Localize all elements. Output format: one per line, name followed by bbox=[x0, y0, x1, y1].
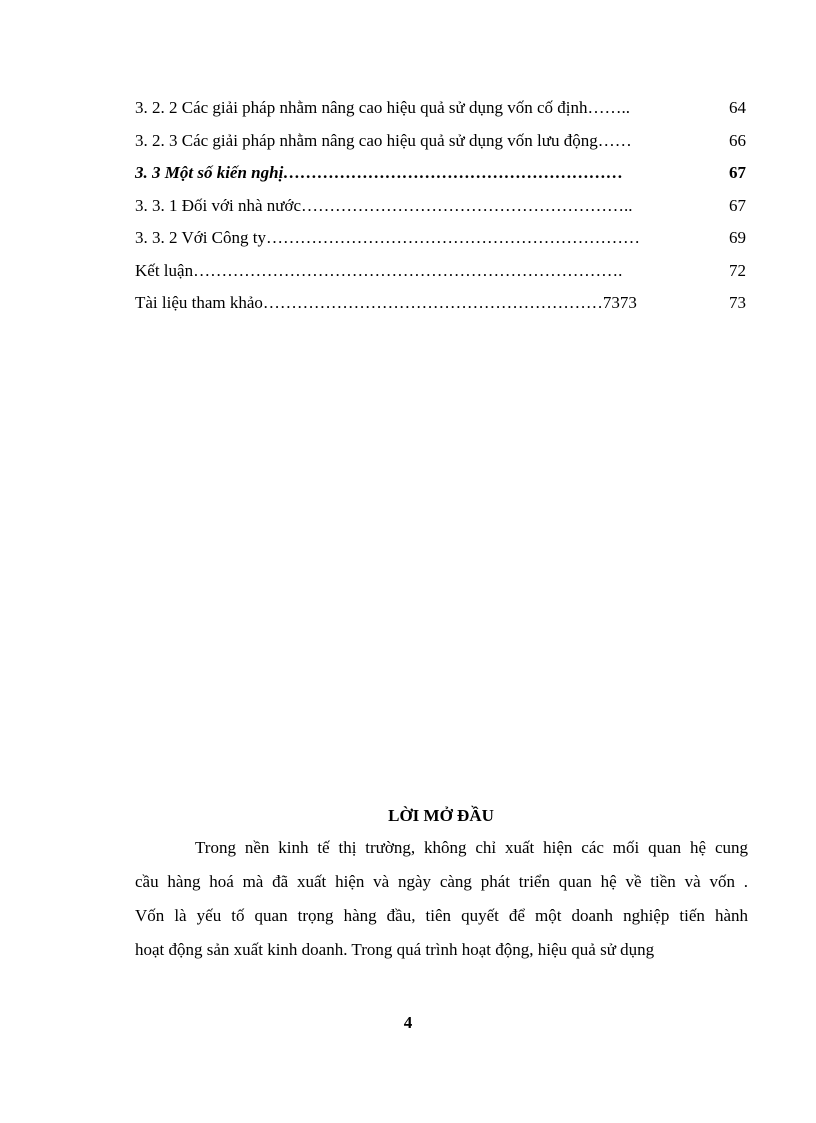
toc-entry-title: Tài liệu tham khảo……………………………………………………7373 bbox=[135, 293, 637, 312]
paragraph-line: Vốn là yếu tố quan trọng hàng đầu, tiên quyết để một doanh nghiệp tiến hành bbox=[135, 906, 748, 925]
introduction-paragraph bbox=[135, 835, 748, 971]
table-of-contents bbox=[135, 94, 747, 322]
toc-entry-section-heading bbox=[135, 159, 747, 192]
paragraph-line: Trong nền kinh tế thị trường, không chỉ xuất hiện các mối quan hệ cung bbox=[195, 838, 748, 857]
toc-entry bbox=[135, 127, 747, 160]
toc-entry bbox=[135, 192, 747, 225]
toc-entry-page: 64 bbox=[729, 98, 746, 117]
toc-entry bbox=[135, 224, 747, 257]
toc-entry-page: 67 bbox=[729, 195, 746, 215]
toc-entry-title: 3. 3. 2 Với Công ty………………………………………………………… bbox=[135, 228, 640, 247]
toc-entry bbox=[135, 257, 747, 290]
toc-entry bbox=[135, 94, 747, 127]
toc-entry-page: 72 bbox=[729, 260, 746, 280]
toc-entry-title: 3. 3 Một số kiến nghị…………………………………………………… bbox=[135, 163, 624, 182]
toc-entry-title: 3. 3. 1 Đối với nhà nước………………………………………………….. bbox=[135, 195, 633, 215]
toc-entry-page: 67 bbox=[729, 163, 746, 182]
toc-entry-page: 73 bbox=[729, 293, 746, 312]
toc-entry bbox=[135, 289, 747, 322]
introduction-heading: LỜI MỞ ĐẦU bbox=[388, 806, 494, 825]
page-number: 4 bbox=[403, 1013, 413, 1032]
toc-entry-title: 3. 2. 3 Các giải pháp nhằm nâng cao hiệu quả sử dụng vốn lưu động…… bbox=[135, 130, 632, 150]
toc-entry-title: Kết luận…………………………………………………………………. bbox=[135, 260, 623, 280]
paragraph-line: cầu hàng hoá mà đã xuất hiện và ngày càng phát triển quan hệ về tiền và vốn . bbox=[135, 872, 748, 891]
toc-entry-title: 3. 2. 2 Các giải pháp nhằm nâng cao hiệu quả sử dụng vốn cố định…….. bbox=[135, 98, 631, 117]
paragraph-line: hoạt động sản xuất kinh doanh. Trong quá trình hoạt động, hiệu quả sử dụng bbox=[135, 940, 655, 959]
toc-entry-page: 66 bbox=[729, 130, 746, 150]
toc-entry-page: 69 bbox=[729, 228, 746, 247]
